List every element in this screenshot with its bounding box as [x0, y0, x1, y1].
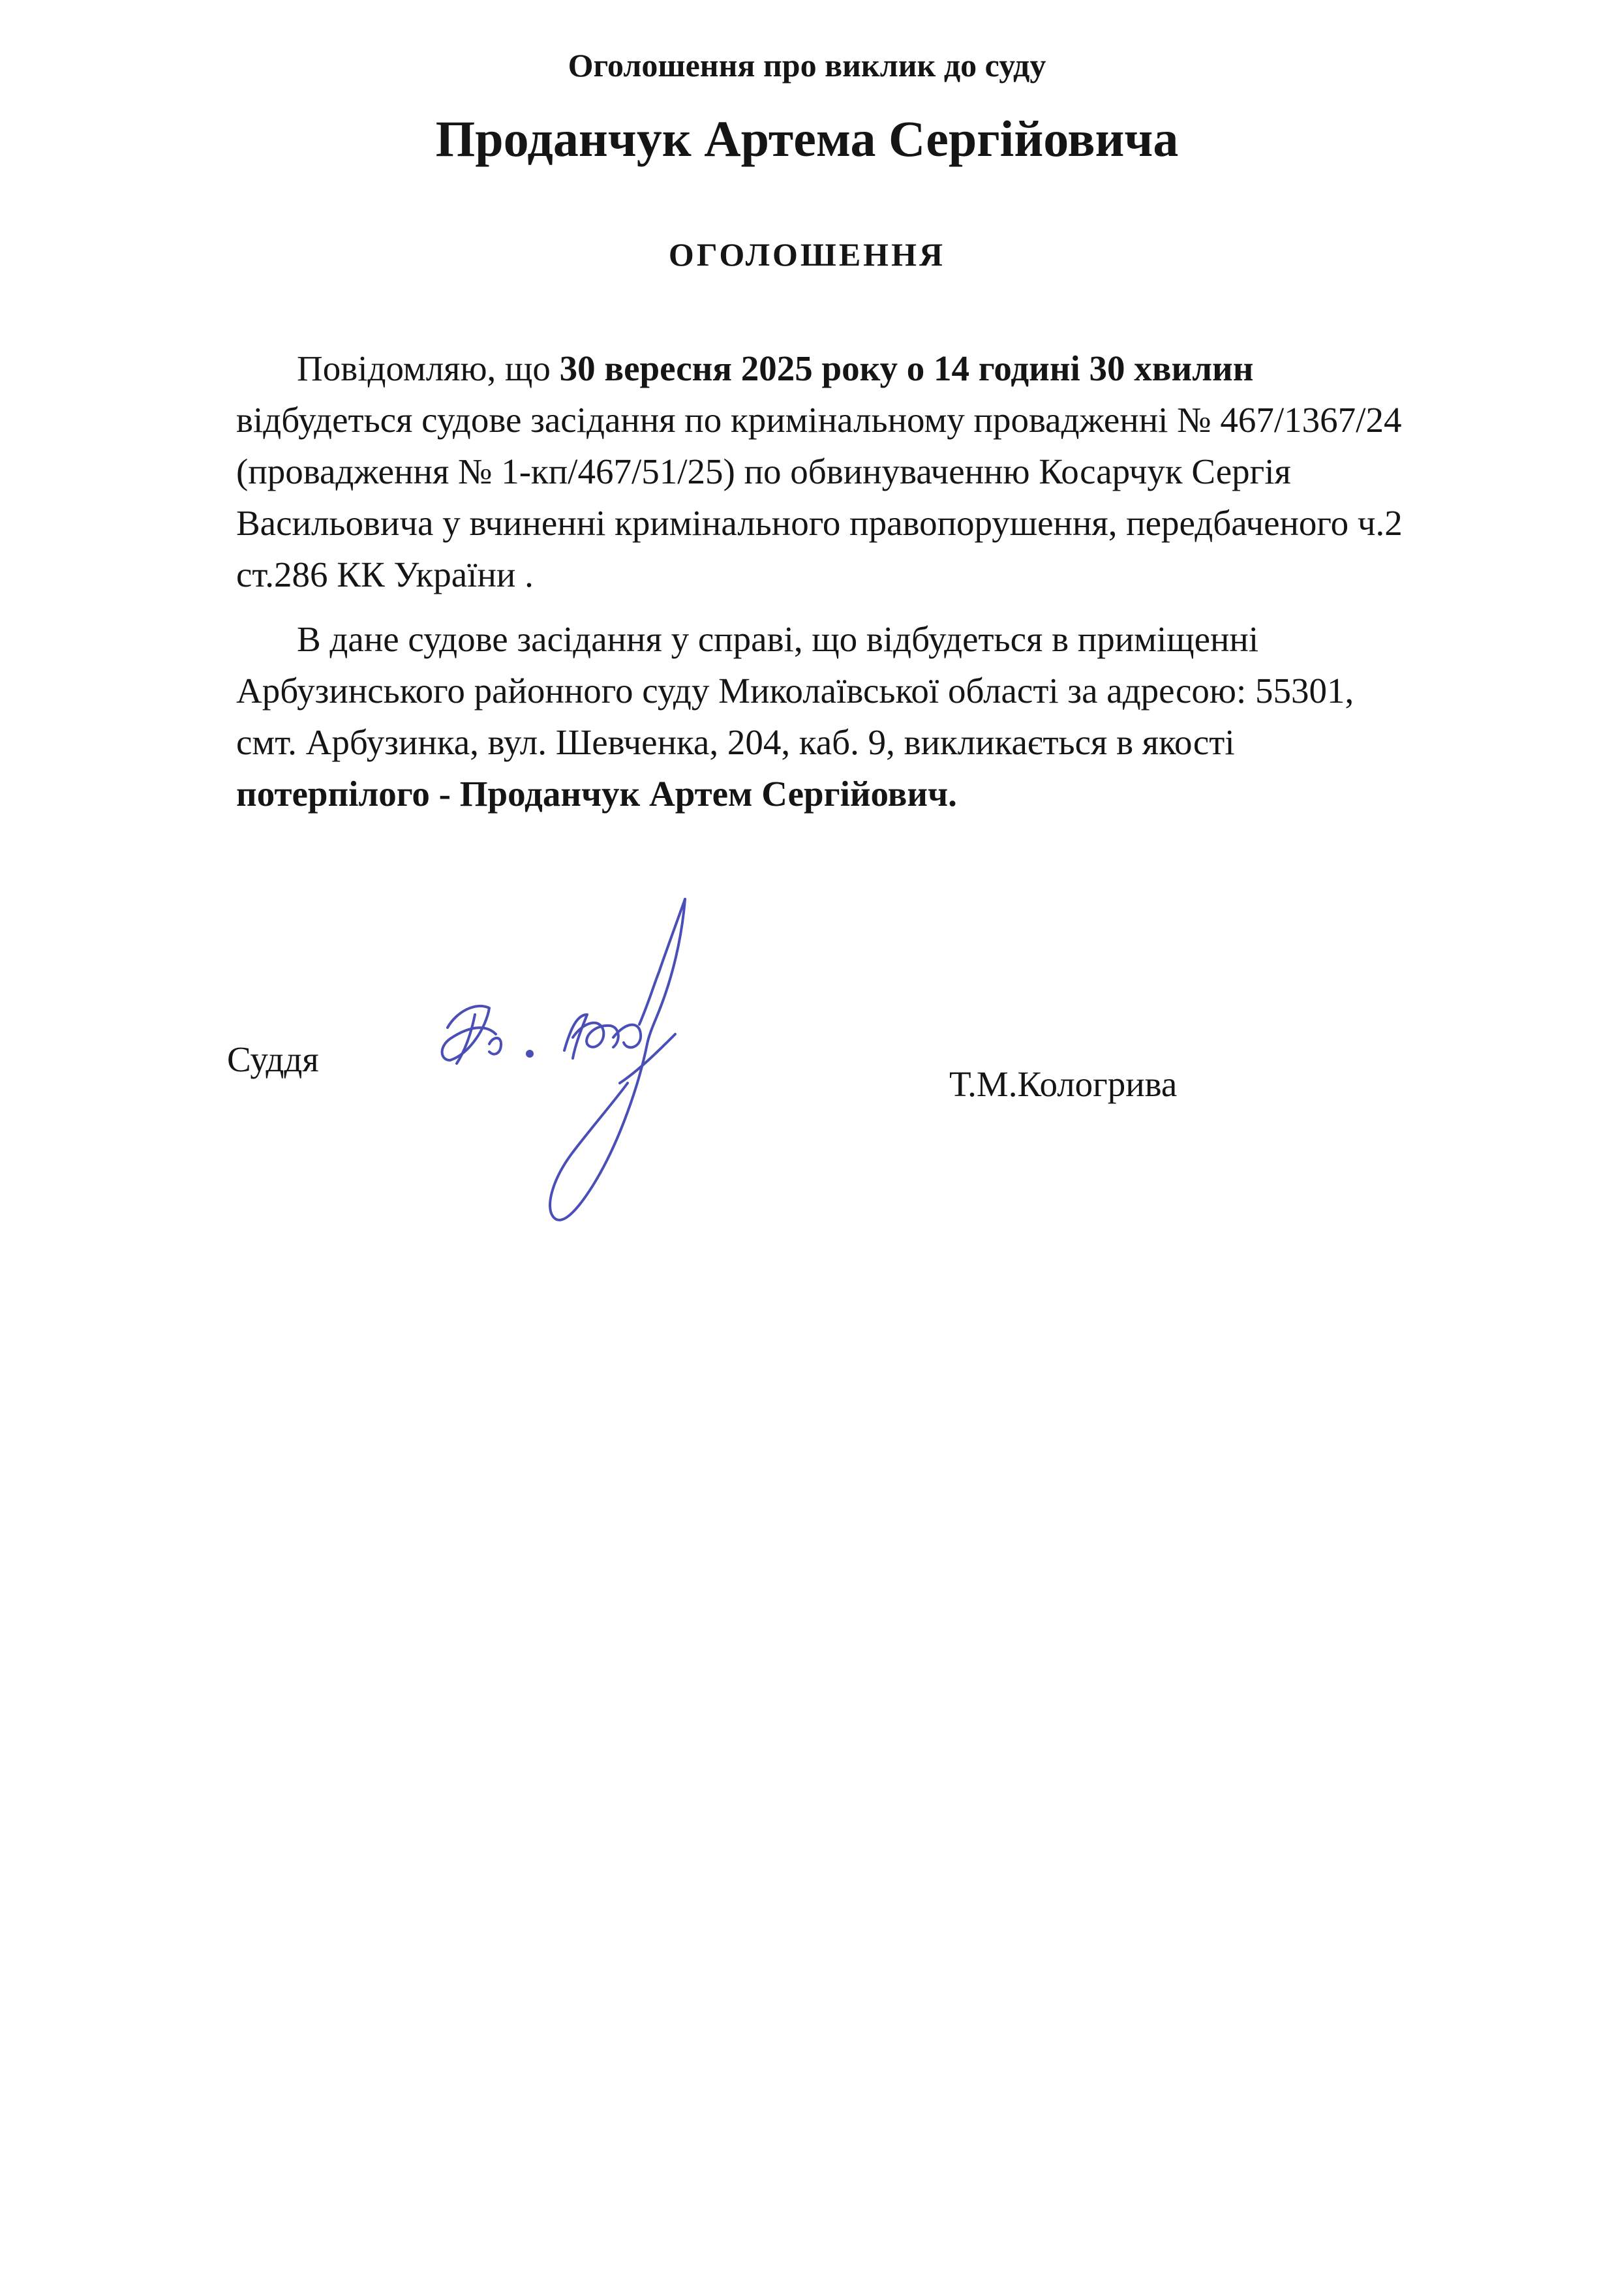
person-name-title: Проданчук Артема Сергійовича — [435, 110, 1179, 167]
handwritten-signature — [424, 887, 763, 1266]
paragraph2-line3: смт. Арбузинка, вул. Шевченка, 204, каб. 9, викликається в якості — [236, 722, 1235, 762]
paragraph2-line1: В дане судове засідання у справі, що відбудеться в приміщенні — [297, 619, 1259, 659]
paragraph1-line1 — [297, 343, 1253, 395]
judge-name: Т.М.Кологрива — [949, 1064, 1178, 1104]
paragraph1-line5: ст.286 КК України . — [236, 555, 534, 594]
document-subtitle: Оголошення про виклик до суду — [568, 47, 1046, 84]
notice-intro: Повідомляю, що — [297, 348, 560, 388]
paragraph1-line3: (провадження № 1-кп/467/51/25) по обвинуваченню Косарчук Сергія — [236, 452, 1291, 491]
judge-label: Суддя — [227, 1039, 319, 1079]
hearing-date-time: 30 вересня 2025 року о 14 годині 30 хвилин — [559, 348, 1254, 388]
announcement-heading: ОГОЛОШЕННЯ — [668, 236, 946, 273]
paragraph1-line4: Васильовича у вчиненні кримінального правопорушення, передбаченого ч.2 — [236, 503, 1403, 543]
paragraph2-line4-victim: потерпілого - Проданчук Артем Сергійович. — [236, 774, 957, 814]
paragraph2-line2: Арбузинського районного суду Миколаївської області за адресою: 55301, — [236, 671, 1354, 711]
paragraph1-line2: відбудеться судове засідання по кримінальному провадженні № 467/1367/24 — [236, 400, 1402, 440]
